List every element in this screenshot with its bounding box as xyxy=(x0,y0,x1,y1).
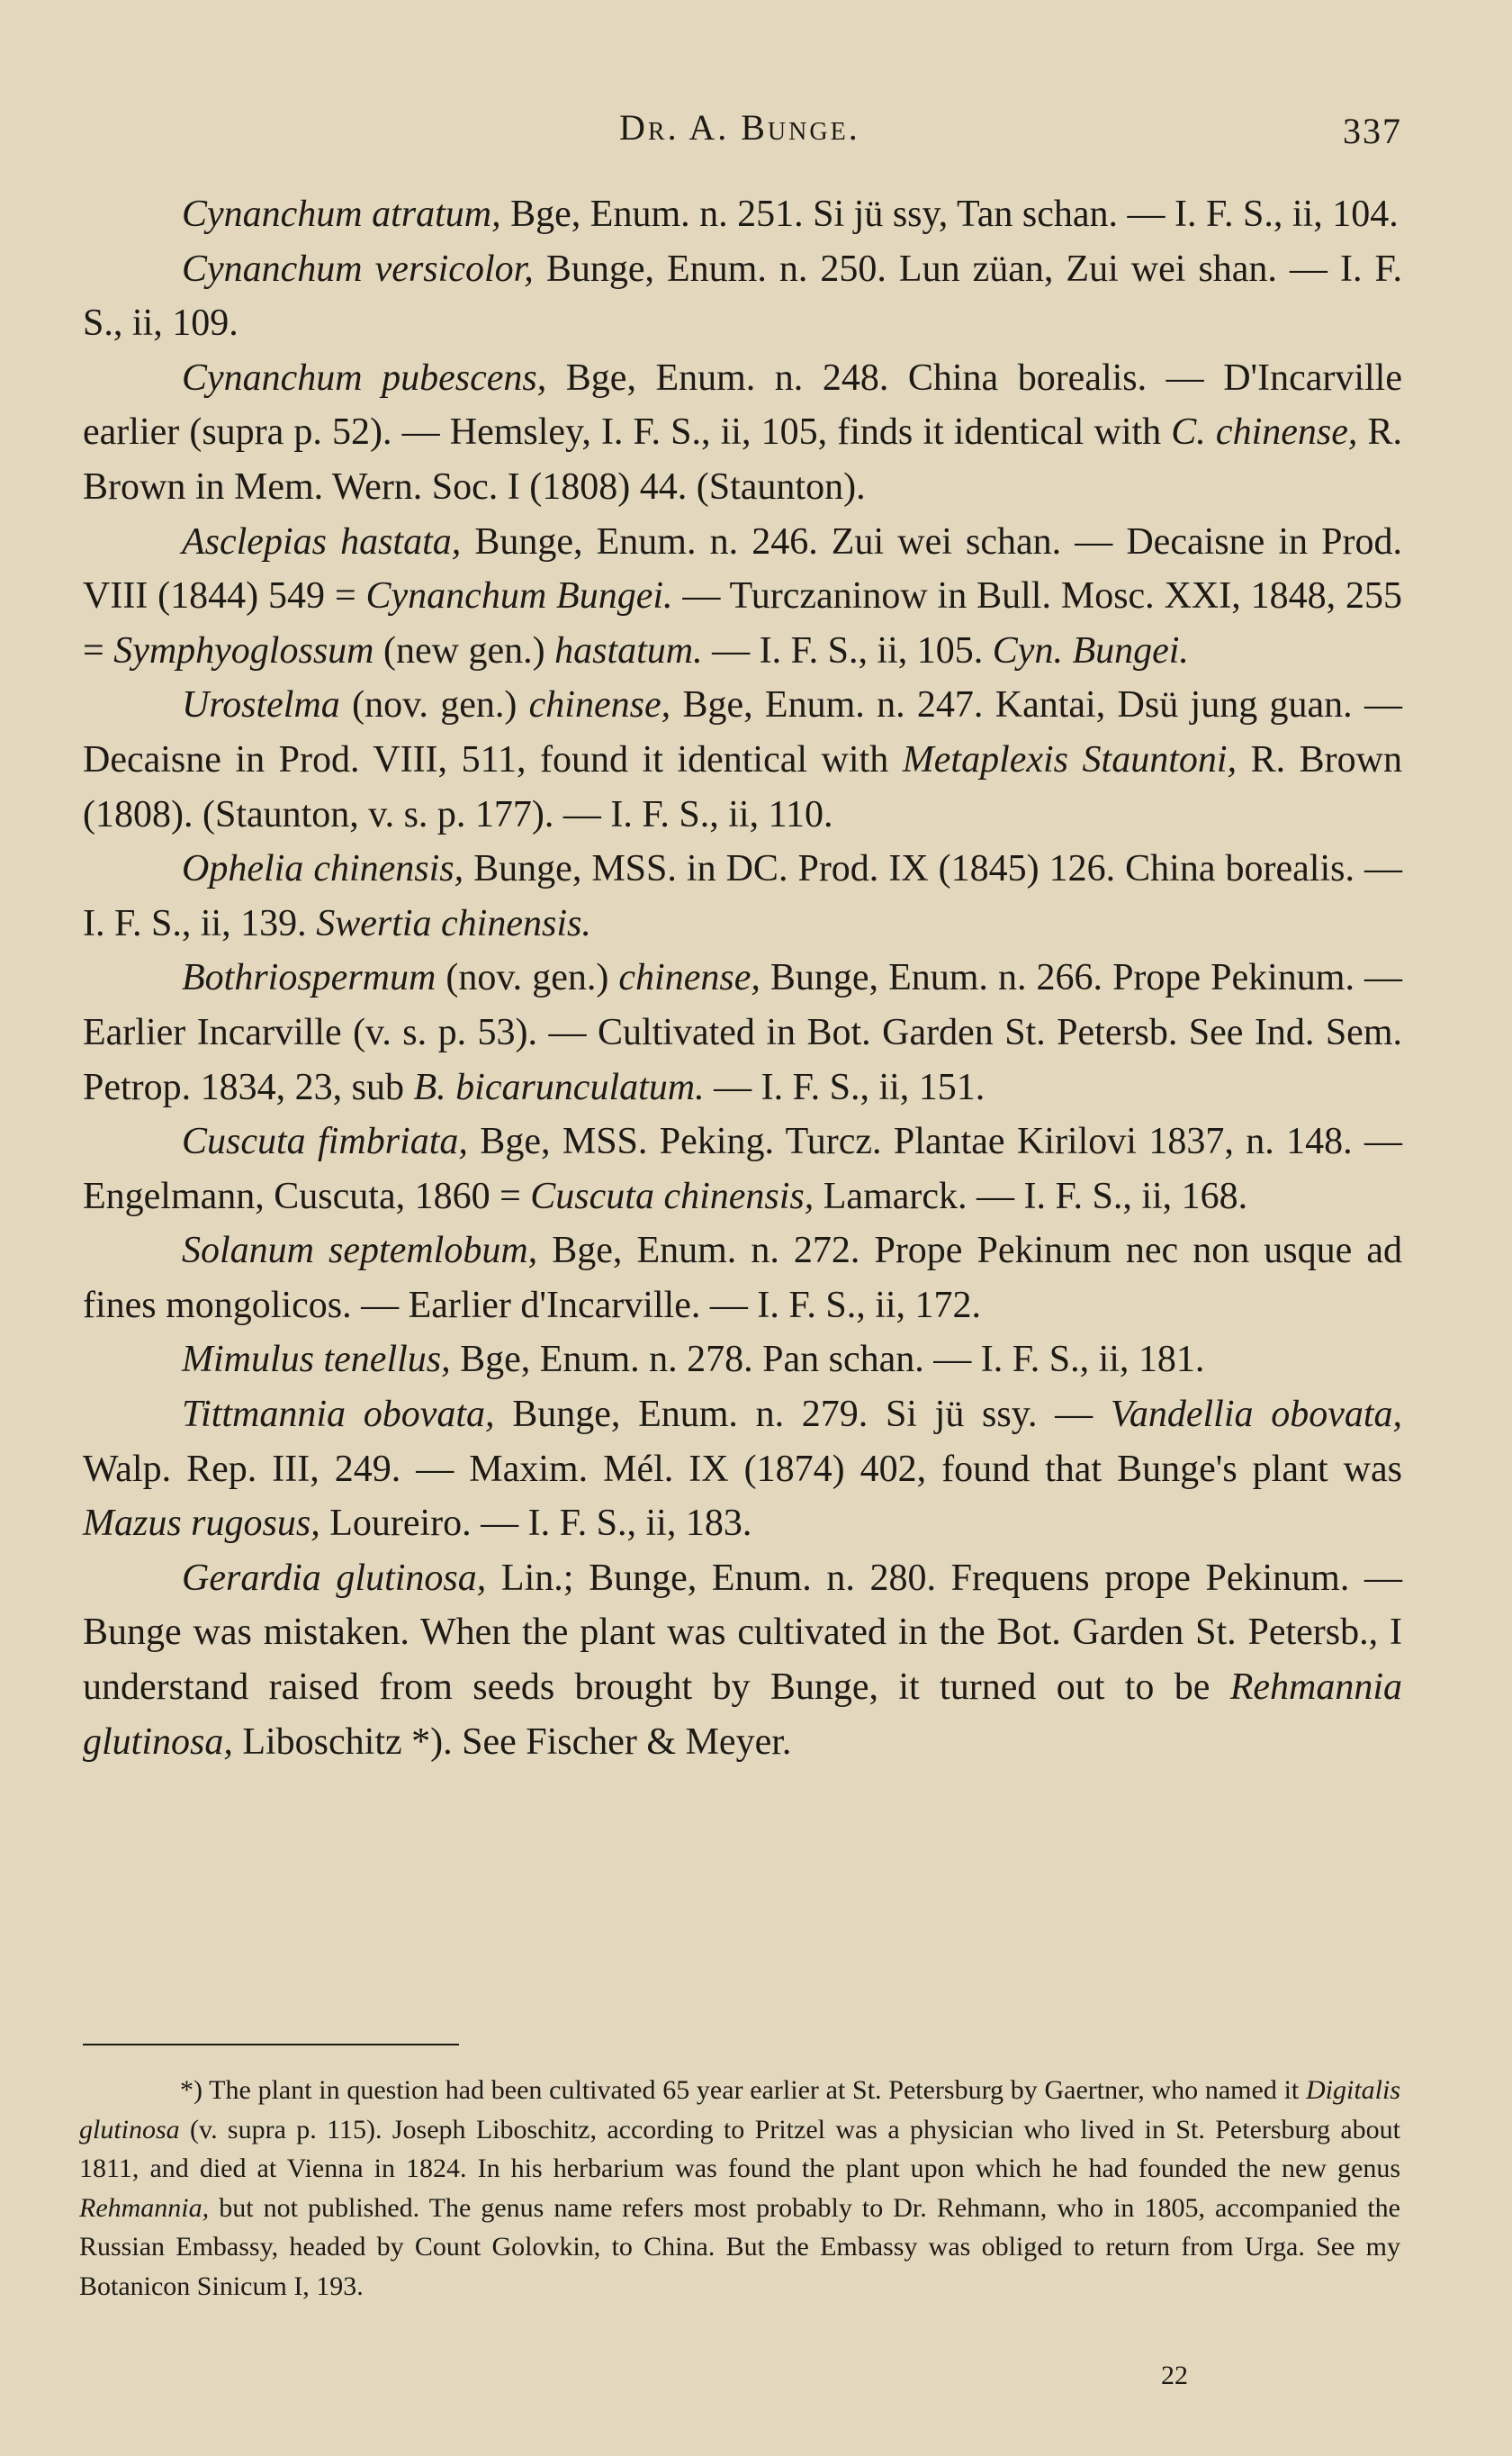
entry-text: Bunge, Enum. n. 246. Zui wei schan. — Decaisne in Prod. VIII (1844) 549 = xyxy=(83,520,1402,618)
species-name: Cuscuta fimbriata, xyxy=(182,1121,468,1163)
footnote-paragraph xyxy=(79,2071,1400,2306)
species-name: Mimulus tenellus, xyxy=(182,1339,451,1381)
italic-text: chinense, xyxy=(618,957,760,999)
entry-text: — I. F. S., ii, 151. xyxy=(704,1066,986,1108)
species-name: Ophelia chinensis, xyxy=(182,848,464,890)
species-name: Cynanchum versicolor, xyxy=(182,248,534,290)
entry-paragraph xyxy=(83,1115,1402,1223)
italic-text: Swertia chinensis. xyxy=(316,902,591,944)
entry-text: Lamarck. — I. F. S., ii, 168. xyxy=(814,1175,1248,1217)
entry-text: Bunge, Enum. n. 266. Prope Pekinum. — Earlier Incarville (v. s. p. 53). — Cultivated in Bot. Garden St. Petersb. See Ind. Sem. Petrop. 1834, 23, sub xyxy=(83,957,1402,1108)
entry-text: (new gen.) xyxy=(374,629,555,672)
italic-text: Cynanchum Bungei. xyxy=(365,575,673,618)
entry-text: (nov. gen.) xyxy=(436,957,619,999)
running-head: Dr. A. Bunge. xyxy=(619,107,860,148)
page-header xyxy=(0,106,1512,160)
italic-text: Vandellia obovata, xyxy=(1110,1394,1403,1436)
italic-text: Symphyoglossum xyxy=(113,629,374,672)
italic-text: B. bicarunculatum. xyxy=(413,1066,705,1108)
entry-text: — I. F. S., ii, 105. xyxy=(702,629,993,672)
entry-paragraph xyxy=(83,678,1402,842)
entry-text: Loureiro. — I. F. S., ii, 183. xyxy=(320,1503,752,1545)
species-name: Gerardia glutinosa, xyxy=(182,1557,487,1599)
species-name: Tittmannia obovata, xyxy=(182,1394,495,1436)
entry-text: Bge, MSS. Peking. Turcz. Plantae Kirilovi 1837, n. 148. — Engelmann, Cuscuta, 1860 = xyxy=(83,1121,1402,1217)
entry-paragraph xyxy=(83,187,1402,242)
entry-text: Bunge, Enum. n. 279. Si jü ssy. — xyxy=(494,1394,1111,1436)
entry-text: Bge, Enum. n. 272. Prope Pekinum nec non usque ad fines mongolicos. — Earlier d'Incarville. — I. F. S., ii, 172. xyxy=(83,1230,1402,1326)
italic-text: Rehmannia glutinosa, xyxy=(83,1666,1402,1763)
footnote xyxy=(79,2071,1400,2306)
entry-text: Bge, Enum. n. 278. Pan schan. — I. F. S., ii, 181. xyxy=(450,1339,1205,1381)
entry-text: Bge, Enum. n. 251. Si jü ssy, Tan schan. — I. F. S., ii, 104. xyxy=(500,194,1399,235)
entry-paragraph xyxy=(83,515,1402,679)
entry-paragraph xyxy=(83,1223,1402,1332)
entry-paragraph xyxy=(83,1332,1402,1387)
entry-text: Bunge, Enum. n. 250. Lun züan, Zui wei shan. — I. F. S., ii, 109. xyxy=(83,248,1402,345)
entry-text: R. Brown (1808). (Staunton, v. s. p. 177). — I. F. S., ii, 110. xyxy=(83,738,1402,835)
entry-text: Lin.; Bunge, Enum. n. 280. Frequens prope Pekinum. — Bunge was mistaken. When the plant was cultivated in the Bot. Garden St. Petersb., I understand raised from seeds brought by Bunge, it turned out to be xyxy=(83,1557,1403,1709)
entry-text: R. Brown in Mem. Wern. Soc. I (1808) 44. (Staunton). xyxy=(83,411,1403,508)
italic-text: C. chinense, xyxy=(1171,411,1358,454)
entry-text: (nov. gen.) xyxy=(339,684,529,727)
signature-mark: 22 xyxy=(1161,2361,1188,2390)
footnote-text: but not published. The genus name refers most probably to Dr. Rehmann, who in 1805, accompanied the Russian Embassy, headed by Count Golovkin, to China. But the Embassy was obliged to return from Urga. See my Botanicon Sinicum I, 193. xyxy=(79,2192,1400,2301)
page-number: 337 xyxy=(1343,111,1402,151)
species-name: Urostelma xyxy=(182,684,340,727)
italic-text: chinense, xyxy=(528,684,671,727)
entry-paragraph xyxy=(83,951,1402,1115)
species-name: Solanum septemlobum, xyxy=(182,1230,538,1272)
footnote-divider xyxy=(83,2044,459,2045)
italic-text: Metaplexis Stauntoni, xyxy=(902,738,1238,781)
italic-text: Rehmannia, xyxy=(79,2192,210,2223)
species-name: Cynanchum pubescens, xyxy=(182,357,547,399)
entry-paragraph xyxy=(83,1387,1402,1551)
italic-text: hastatum. xyxy=(554,629,703,672)
entry-text: Bunge, MSS. in DC. Prod. IX (1845) 126. China borealis. — I. F. S., ii, 139. xyxy=(83,848,1402,944)
entry-text: Bge, Enum. n. 247. Kantai, Dsü jung guan. — Decaisne in Prod. VIII, 511, found it identical with xyxy=(83,684,1402,781)
italic-text: Digitalis glutinosa xyxy=(79,2075,1400,2144)
italic-text: Cyn. Bungei. xyxy=(992,629,1189,672)
italic-text: Mazus rugosus, xyxy=(83,1503,320,1545)
entry-text: Walp. Rep. III, 249. — Maxim. Mél. IX (1874) 402, found that Bunge's plant was xyxy=(83,1448,1402,1490)
footnote-text: (v. supra p. 115). Joseph Liboschitz, according to Pritzel was a physician who lived in St. Petersburg about 1811, and died at Vienna in 1824. In his herbarium was found the plant upon which he had founded the new genus xyxy=(79,2114,1400,2183)
species-name: Bothriospermum xyxy=(182,957,436,999)
entry-paragraph xyxy=(83,242,1402,351)
footnote-text: *) The plant in question had been cultivated 65 year earlier at St. Petersburg by Gaertner, who named it xyxy=(180,2075,1306,2105)
entry-paragraph xyxy=(83,842,1402,951)
body-text xyxy=(83,187,1402,1769)
species-name: Cynanchum atratum, xyxy=(182,194,501,235)
entry-paragraph xyxy=(83,351,1402,515)
species-name: Asclepias hastata, xyxy=(182,520,462,563)
italic-text: Cuscuta chinensis, xyxy=(530,1175,814,1217)
entry-text: Liboschitz *). See Fischer & Meyer. xyxy=(232,1720,792,1763)
entry-text: — Turczaninow in Bull. Mosc. XXI, 1848, 255 = xyxy=(83,575,1403,672)
entry-paragraph xyxy=(83,1551,1402,1769)
entry-text: Bge, Enum. n. 248. China borealis. — D'Incarville earlier (supra p. 52). — Hemsley, I. F. S., ii, 105, finds it identical with xyxy=(83,357,1402,454)
